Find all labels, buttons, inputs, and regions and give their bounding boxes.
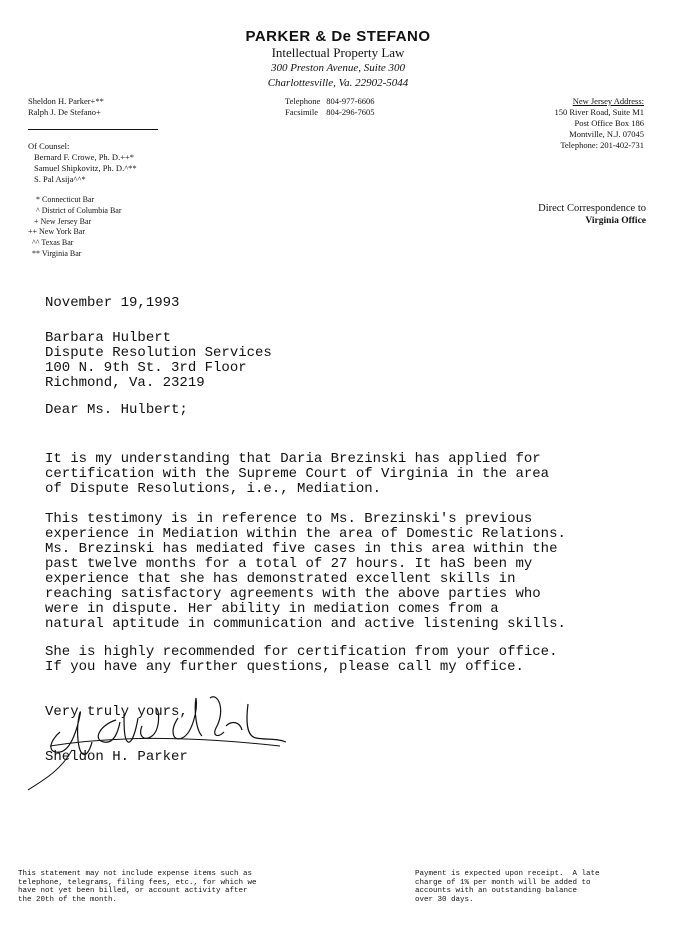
body-paragraph-2: This testimony is in reference to Ms. Brezinski's previous experience in Mediation within the area of Domestic Relations. Ms. Brezinski has mediated five cases in this area within the past twelve months for a total of 27 hours. It haS been my experience that she has demonstrated excellent skills in reaching satisfactory agreements with the above parties who were in dispute. Her ability in mediation comes from a natural aptitude in communication and active listening skills. [45,511,566,632]
direct-correspondence [538,203,646,227]
partner-name: Ralph J. De Stefano+ [28,107,101,117]
firm-practice: Intellectual Property Law [271,45,405,60]
nj-address-title: New Jersey Address: [572,96,644,106]
of-counsel-list [28,141,137,185]
bar-legend-item: ^^ Texas Bar [32,238,74,248]
bar-legend-item: ** Virginia Bar [32,248,82,258]
recipient-address: Barbara Hulbert Dispute Resolution Services 100 N. 9th St. 3rd Floor Richmond, Va. 23219 [45,330,272,391]
counsel-name: Bernard F. Crowe, Ph. D.++* [34,152,135,162]
closing: Very truly yours, [45,704,188,720]
of-counsel-label: Of Counsel: [28,141,70,151]
nj-address-line: 150 River Road, Suite M1 [554,107,644,117]
nj-telephone: Telephone: 201-402-731 [560,140,644,150]
bar-legend-item: + New Jersey Bar [34,216,92,226]
bar-legend [22,195,122,260]
direct-correspondence-text: Direct Correspondence to [538,203,646,214]
letter-date: November 19,1993 [45,295,180,311]
body-paragraph-1: It is my understanding that Daria Brezinski has applied for certification with the Supreme Court of Virginia in the area of Dispute Resolutions, i.e., Mediation. [45,451,550,497]
bar-legend-item: ^ District of Columbia Bar [36,205,122,215]
new-jersey-address [555,96,644,151]
counsel-name: S. Pal Asija^^* [34,174,86,184]
body-paragraph-3: She is highly recommended for certification from your office. If you have any further questions, please call my office. [45,644,558,675]
nj-address-line: Montville, N.J. 07045 [569,129,644,139]
telephone-number: 804-977-6606 [326,96,375,106]
salutation: Dear Ms. Hulbert; [45,402,188,418]
divider [28,129,158,130]
firm-name: PARKER & De STEFANO [245,28,431,45]
firm-address-line2: Charlottesville, Va. 22902-5044 [267,77,409,89]
facsimile-label: Facsimile [285,107,319,117]
signer-name: Sheldon H. Parker [45,749,188,765]
handwritten-signature [20,680,290,800]
facsimile-number: 804-296-7605 [326,107,375,117]
partner-name: Sheldon H. Parker+** [28,96,104,106]
firm-address-line1: 300 Preston Avenue, Suite 300 [270,62,406,74]
bar-legend-item: ++ New York Bar [28,227,86,237]
bar-legend-item: * Connecticut Bar [36,195,95,204]
footer-payment-terms: Payment is expected upon receipt. A late charge of 1% per month will be added to accounts with an outstanding balance over 30 days. [415,870,600,904]
footer-billing-note: This statement may not include expense items such as telephone, telegrams, filing fees, etc., for which we have not yet been billed, or account activity after the 20th of the month. [18,870,257,904]
direct-office: Virginia Office [585,216,646,226]
nj-address-line: Post Office Box 186 [574,118,644,128]
partners-list [28,96,104,118]
telephone-label: Telephone [285,96,321,106]
contact-numbers [285,96,380,118]
counsel-name: Samuel Shipkovitz, Ph. D.^** [34,163,137,173]
